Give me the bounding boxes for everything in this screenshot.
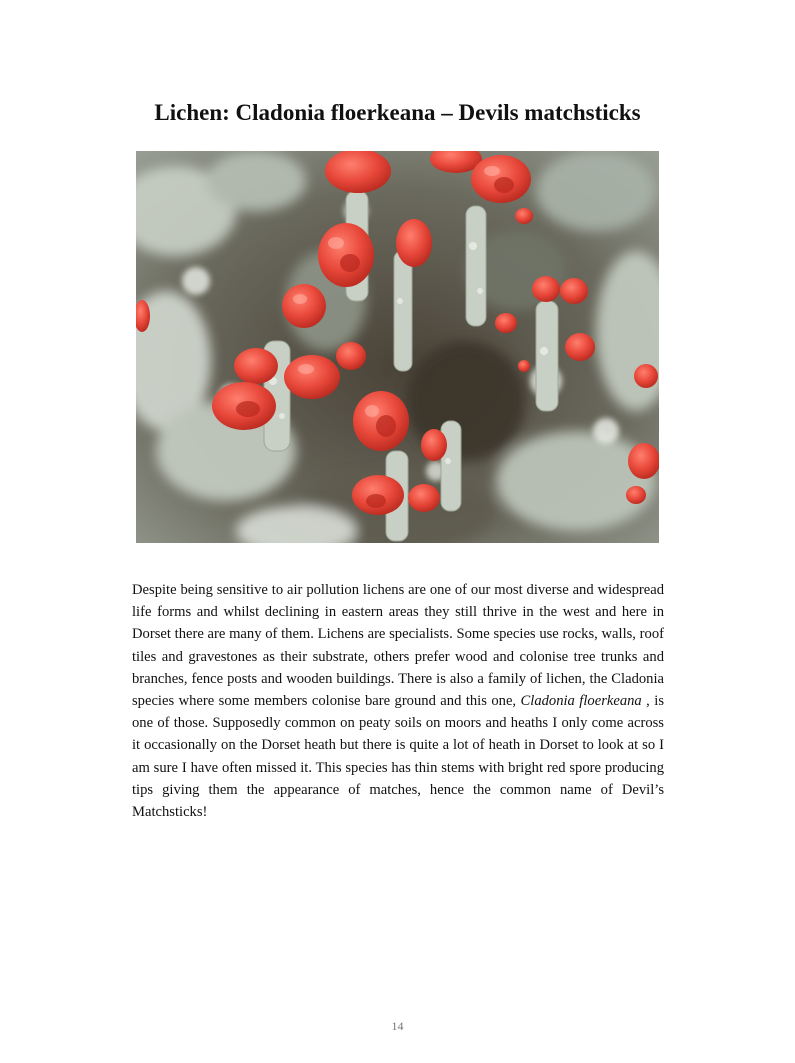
body-paragraph — [132, 579, 664, 823]
page-number: 14 — [391, 1019, 404, 1033]
body-text-part-1: Despite being sensitive to air pollution lichens are one of our most diverse and widespread life forms and whilst declining in eastern areas they still thrive in the west and here in Dorset there are many of them. Lichens are specialists. Some species use rocks, walls, roof tiles and gravestones as their substrate, others prefer wood and colonise tree trunks and branches, fence posts and wooden buildings. There is also a family of lichen, the Cladonia species where some members colonise bare ground and this one, — [132, 582, 664, 710]
lichen-photo-illustration — [136, 151, 659, 543]
page-title: Lichen: Cladonia floerkeana – Devils matchsticks — [154, 100, 641, 125]
body-text-part-2: , is one of those. Supposedly common on peaty soils on moors and heaths I only come across it occasionally on the Dorset heath but there is quite a lot of heath in Dorset to look at so I am sure I have often missed it. This species has thin stems with bright red spore producing tips giving them the appearance of matches, hence the common name of Devil’s Matchsticks! — [132, 693, 664, 821]
lichen-photo — [136, 151, 659, 543]
species-name-italic: Cladonia floerkeana — [520, 693, 642, 710]
